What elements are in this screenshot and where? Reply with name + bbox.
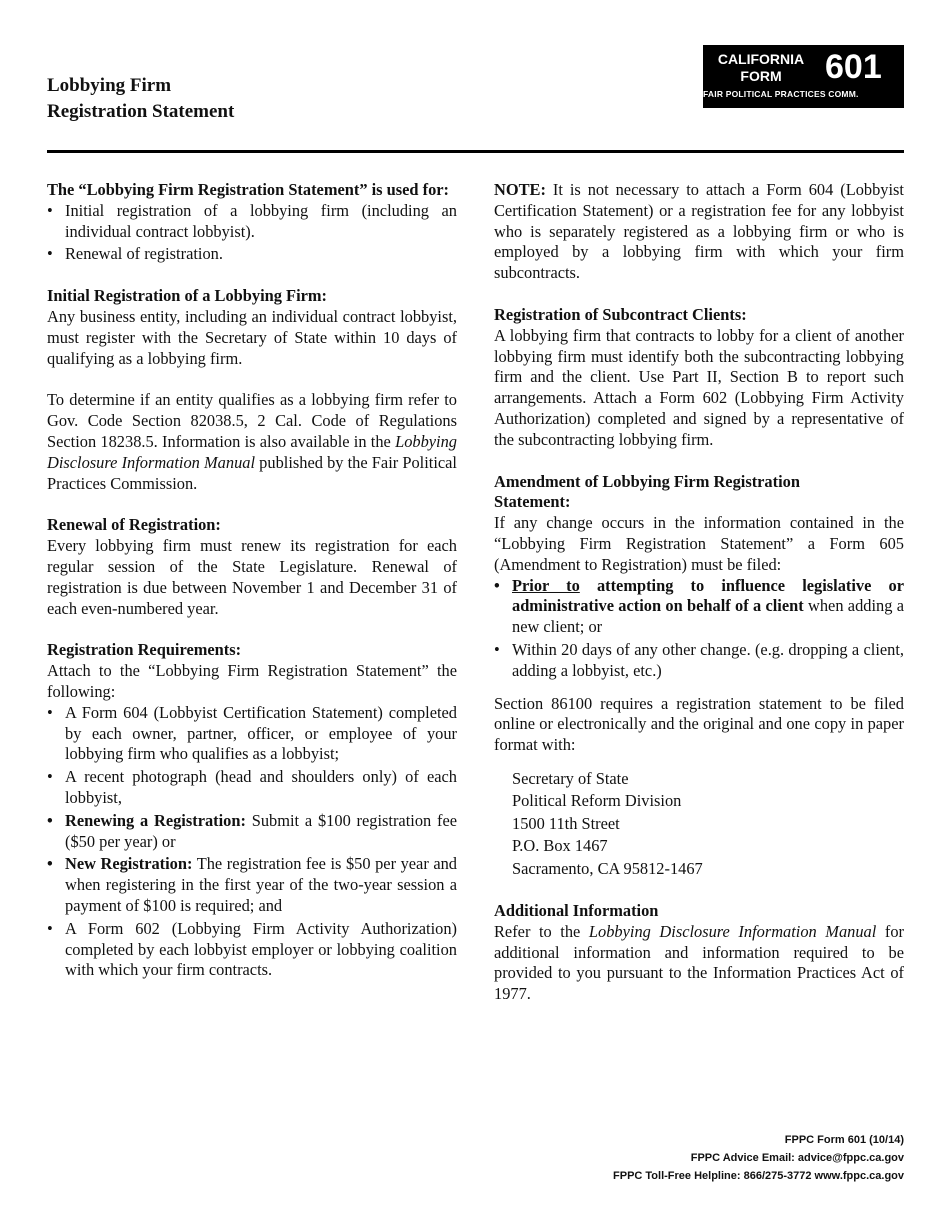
bold-text: attempting to influence legislative or administrative action on behalf of a client [512, 575, 904, 616]
text: To determine if an entity qualifies as a lobbying firm refer to Gov. Code Section 82038.5, 2 Cal. Code of Regulations Section 18238.5. Information is also available in the [47, 390, 457, 451]
form-number: 601 [825, 48, 882, 86]
right-column [494, 180, 904, 1026]
address-line: Sacramento, CA 95812-1467 [512, 858, 703, 878]
amendment-heading: Amendment of Lobbying Firm Registration Statement: [494, 471, 800, 512]
form-badge [703, 45, 904, 108]
text: It is not necessary to attach a Form 604 (Lobbyist Certification Statement) or a registration fee for any lobbyist who is separately registered as a lobbying firm or who is employed by a lobbying firm with which your firm subcontracts. [494, 180, 904, 283]
header-divider [47, 150, 904, 153]
mailing-address [494, 768, 904, 880]
list-item [47, 811, 457, 853]
list-item: • Within 20 days of any other change. (e.g. dropping a client, adding a lobbyist, etc.) [494, 640, 904, 682]
additional-paragraph [494, 922, 904, 1005]
title-line-1: Lobbying Firm [47, 75, 172, 96]
helpline: FPPC Toll-Free Helpline: 866/275-3772 www.fppc.ca.gov [613, 1170, 904, 1182]
list-item: • A recent photograph (head and shoulders only) of each lobbyist, [47, 767, 457, 809]
manual-title: Lobbying Disclosure Information Manual [588, 921, 877, 941]
initial-heading: Initial Registration of a Lobbying Firm: [47, 286, 328, 306]
text: The registration fee is $50 per year and when registering in the first year of the two-year session a payment of $100 is required; and [65, 854, 458, 915]
text: published by the Fair Political Practices Commission. [47, 452, 457, 493]
section-paragraph: Section 86100 requires a registration statement to be filed online or electronically and the original and one copy in paper format with: [494, 693, 904, 755]
requirements-paragraph: Attach to the “Lobbying Firm Registration Statement” the following: [47, 661, 457, 701]
footer [613, 1131, 904, 1185]
advice-email: FPPC Advice Email: advice@fppc.ca.gov [690, 1152, 904, 1164]
form-version: FPPC Form 601 (10/14) [784, 1134, 904, 1146]
address-line: Political Reform Division [512, 791, 682, 811]
title-line-2: Registration Statement [47, 101, 235, 122]
amendment-list [494, 576, 904, 682]
list-item: • A Form 602 (Lobbying Firm Activity Authorization) completed by each lobbyist employer or lobbying coalition with which your firm contracts. [47, 919, 457, 981]
agency-name: FAIR POLITICAL PRACTICES COMM. [703, 89, 859, 99]
subcontract-paragraph: A lobbying firm that contracts to lobby for a client of another lobbying firm must identify both the subcontracting lobbying firm and the client. Use Part II, Section B to report such arrangements. Attach a Form 602 (Lobbying Firm Activity Authorization) completed and signed by a representative of the subcontracting lobbying firm. [494, 325, 904, 449]
note-label: NOTE: [494, 180, 546, 199]
list-item: • Renewal of registration. [47, 244, 457, 265]
badge-line-1: CALIFORNIA [717, 51, 805, 67]
intro-list [47, 201, 457, 265]
bold-text: New Registration: [65, 854, 193, 874]
list-item: • A Form 604 (Lobbyist Certification Statement) completed by each owner, partner, officer, or employee of your lobbying firm who qualifies as a lobbyist; [47, 703, 457, 765]
additional-heading: Additional Information [494, 900, 659, 920]
list-item [47, 854, 457, 916]
address-line: P.O. Box 1467 [512, 836, 608, 856]
text: for additional information and information required to be provided to you pursuant to the Information Practices Act of 1977. [494, 921, 904, 1004]
text: Refer to the [494, 921, 589, 941]
bold-text: Renewing a Registration: [65, 810, 246, 830]
underlined-text: Prior to [512, 575, 580, 595]
intro-heading: The “Lobbying Firm Registration Statement” is used for: [47, 180, 450, 199]
list-item: • Initial registration of a lobbying firm (including an individual contract lobbyist). [47, 201, 457, 243]
text: Submit a $100 registration fee ($50 per year) or [65, 810, 458, 851]
note-paragraph [494, 180, 904, 284]
manual-title: Lobbying Disclosure Information Manual [47, 431, 457, 472]
renewal-heading: Renewal of Registration: [47, 515, 221, 535]
text: when adding a new client; or [512, 596, 904, 637]
badge-line-2: FORM [740, 68, 782, 84]
requirements-list [47, 703, 457, 981]
renewal-paragraph: Every lobbying firm must renew its registration for each regular session of the State Legislature. Renewal of registration is due between November 1 and December 31 of each even-numbered year. [47, 536, 457, 618]
address-line: 1500 11th Street [512, 813, 620, 833]
left-column [47, 180, 457, 1002]
amendment-paragraph: If any change occurs in the information contained in the “Lobbying Firm Registration Statement” a Form 605 (Amendment to Registration) must be filed: [494, 513, 904, 574]
qualify-paragraph [47, 390, 457, 494]
form-title [47, 73, 234, 125]
badge-label [709, 51, 813, 85]
initial-paragraph: Any business entity, including an individual contract lobbyist, must register with the Secretary of State within 10 days of qualifying as a lobbying firm. [47, 306, 457, 368]
address-line: Secretary of State [512, 768, 629, 788]
list-item [494, 576, 904, 638]
requirements-heading: Registration Requirements: [47, 640, 242, 660]
subcontract-heading: Registration of Subcontract Clients: [494, 304, 747, 324]
